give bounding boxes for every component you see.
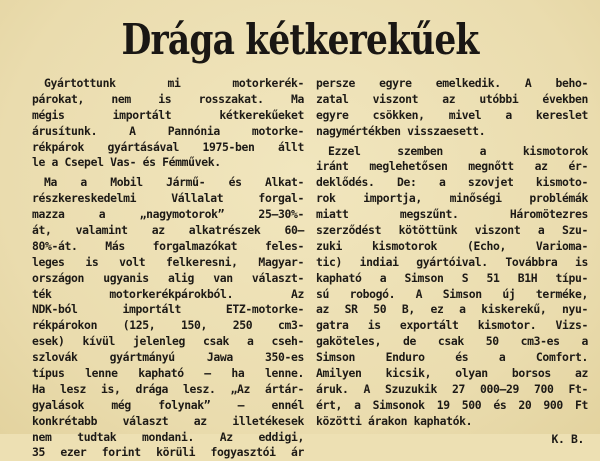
text-line: szlovák gyártmányú Jawa 350-es	[32, 350, 304, 365]
text-line: országon ugyanis alig van választ-	[32, 270, 304, 285]
text-line: közötti árakon kaphatók.	[316, 413, 473, 428]
text-line: NDK-ból importált ETZ-motorke-	[32, 302, 304, 317]
text-line: rékpárok gyártásával 1975-ben állt	[32, 139, 304, 154]
article-headline: Drága kétkerekűek	[121, 15, 479, 64]
text-line: Amilyen kicsik, olyan borsos az	[316, 366, 588, 381]
author-signature: K. B.	[551, 431, 584, 446]
text-line: zuki kismotorok (Echo, Varioma-	[316, 238, 588, 253]
text-line: ért, a Simsonok 19 500 és 20 900 Ft	[316, 397, 588, 412]
text-line: gaköteles, de csak 50 cm3-es a	[316, 334, 588, 349]
text-line: párokat, nem is rosszakat. Ma	[32, 91, 304, 106]
text-line: Gyártottunk mi motorkerék-	[44, 76, 304, 90]
text-line: át, valamint az alkatrészek 60—	[32, 223, 304, 238]
text-line: nagymértékben visszaesett.	[316, 123, 486, 138]
text-line: zatal viszont az utóbbi években	[316, 91, 588, 106]
article-column-right	[316, 76, 588, 447]
text-line: Simson Enduro és a Comfort.	[316, 350, 588, 365]
text-line: deklődés. De: a szovjet kismoto-	[316, 175, 588, 190]
text-line: iránt meglehetősen megnőtt az ér-	[316, 159, 588, 174]
text-line: Ezzel szemben a kismotorok	[328, 143, 588, 158]
text-line: kapható a Simson S 51 B1H típu-	[316, 270, 588, 285]
text-line: ték motorkerékpárokból. Az	[32, 286, 304, 301]
text-line: persze egyre emelkedik. A beho-	[316, 76, 588, 90]
text-line: árusítunk. A Pannónia motorke-	[32, 123, 304, 138]
text-line: részkereskedelmi Vállalat forgal-	[32, 191, 304, 206]
text-line: mazza a „nagymotorok” 25—30%-	[32, 207, 304, 222]
text-line: le a Csepel Vas- és Fémművek.	[32, 155, 221, 170]
text-line: esek) kívül jelenleg csak a cseh-	[32, 334, 304, 349]
text-line: gyalások még folynak” — ennél	[32, 397, 304, 412]
text-line: 80%-át. Más forgalmazókat feles-	[32, 238, 304, 253]
text-line: miatt megszűnt. Háromötezres	[316, 207, 588, 222]
text-line: 35 ezer forint körüli fogyasztói ár	[32, 445, 304, 460]
text-line: egyre csökken, mivel a kereslet	[316, 107, 588, 122]
article-column-left	[32, 76, 304, 461]
text-line: Ma a Mobil Jármű- és Alkat-	[44, 175, 304, 190]
text-line: szerződést kötöttünk viszont a Szu-	[316, 223, 588, 238]
text-line: Ha lesz is, drága lesz. „Az ártár-	[32, 381, 304, 396]
text-line: sú robogó. A Simson új terméke,	[316, 286, 588, 301]
text-line: áruk. A Szuzukik 27 000—29 700 Ft-	[316, 381, 588, 396]
text-line: rok importja, minőségi problémák	[316, 191, 588, 206]
text-line: mégis importált kétkerekűeket	[32, 107, 304, 122]
text-line: konkrétabb választ az illetékesek	[32, 413, 304, 428]
text-line: rékpárokon (125, 150, 250 cm3-	[32, 318, 304, 333]
text-line: leges is volt felkeresni, Magyar-	[32, 254, 304, 269]
text-line: gatra is exportált kismotor. Vizs-	[316, 318, 588, 333]
text-line: nem tudtak mondani. Az eddigi,	[32, 429, 304, 444]
text-line: az SR 50 B, ez a kiskerekű, nyu-	[316, 302, 588, 317]
text-line: tic) indiai gyártóival. Továbbra is	[316, 254, 588, 269]
text-line: típus lenne kapható — ha lenne.	[32, 366, 304, 381]
